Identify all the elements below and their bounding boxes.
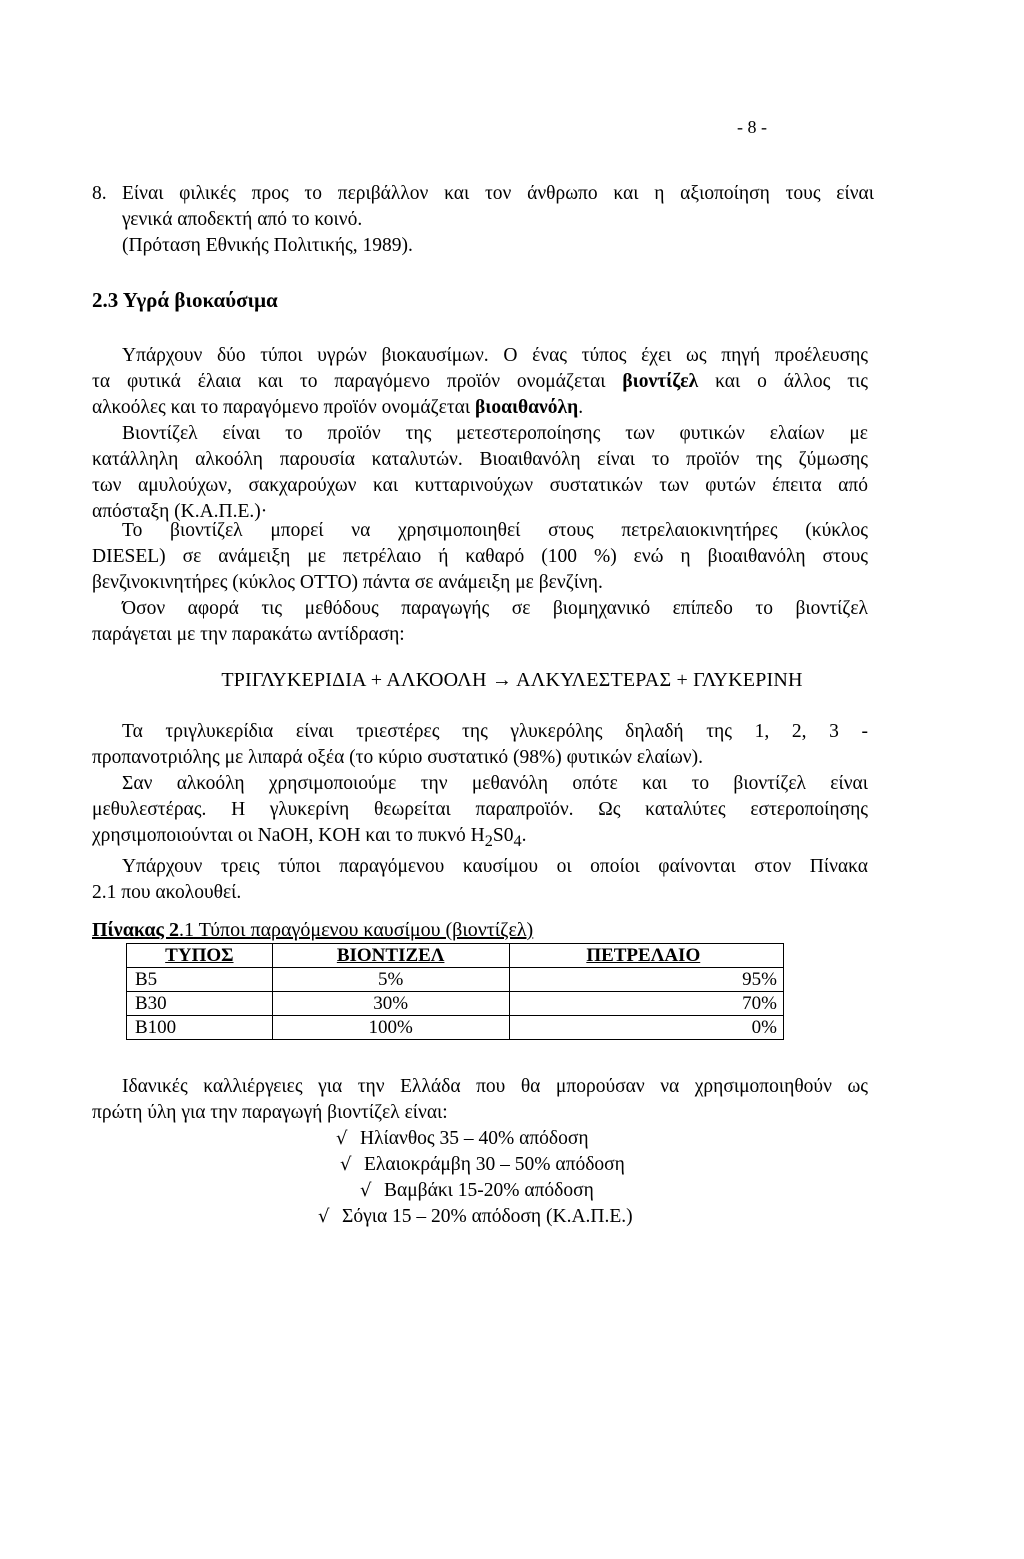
table-caption-label: Πίνακας 2 bbox=[92, 919, 179, 941]
text-line: Όσον αφορά τις μεθόδους παραγωγής σε βιομηχανικό επίπεδο το βιοντίζελ bbox=[122, 598, 868, 619]
table-cell: 0% bbox=[509, 1016, 783, 1040]
text-run: χρησιμοποιούνται οι NaOH, KOH και το πυκνό H bbox=[92, 825, 485, 846]
text-line: Το βιοντίζελ μπορεί να χρησιμοποιηθεί στους πετρελαιοκινητήρες (κύκλος bbox=[122, 520, 868, 541]
bold-term-biodiesel: βιοντίζελ bbox=[622, 371, 699, 392]
table-row bbox=[127, 992, 784, 1016]
text-run: S0 bbox=[492, 825, 514, 846]
text-line bbox=[92, 823, 868, 854]
list-item bbox=[360, 1178, 594, 1204]
page-number: - 8 - bbox=[737, 117, 767, 137]
checkmark-icon: √ bbox=[360, 1180, 372, 1201]
paragraph-crops-intro bbox=[92, 1074, 868, 1126]
list-item-line: Είναι φιλικές προς το περιβάλλον και τον άνθρωπο και η αξιοποίηση τους είναι bbox=[122, 183, 874, 204]
text-line: παράγεται με την παρακάτω αντίδραση: bbox=[92, 624, 405, 645]
text-run: αλκοόλες και το παραγόμενο προϊόν ονομάζεται bbox=[92, 397, 471, 418]
text-line: βενζινοκινητήρες (κύκλος ΟΤΤΟ) πάντα σε ανάμειξη με βενζίνη. bbox=[92, 572, 603, 593]
crop-text: Ηλίανθος 35 – 40% απόδοση bbox=[360, 1128, 589, 1149]
text-line: Βιοντίζελ είναι το προϊόν της μετεστεροποίησης των φυτικών ελαίων με bbox=[122, 423, 868, 444]
column-header-biodiesel: ΒΙΟΝΤΙΖΕΛ bbox=[272, 944, 509, 968]
text-line: Τα τριγλυκερίδια είναι τριεστέρες της γλυκερόλης δηλαδή της 1, 2, 3 - bbox=[122, 721, 868, 742]
paragraph-biofuel-types bbox=[92, 343, 868, 525]
table-caption-number: .1 bbox=[178, 919, 194, 941]
list-item bbox=[318, 1204, 633, 1230]
table-cell: 70% bbox=[509, 992, 783, 1016]
crop-text: Σόγια 15 – 20% απόδοση (Κ.Α.Π.Ε.) bbox=[342, 1206, 633, 1227]
table-row bbox=[127, 968, 784, 992]
text-run: . bbox=[521, 825, 527, 846]
text-line: μεθυλεστέρας. Η γλυκερίνη θεωρείται παραπροϊόν. Ως καταλύτες εστεροποίησης bbox=[92, 799, 868, 820]
text-line: απόσταξη (Κ.Α.Π.Ε.)· bbox=[92, 501, 268, 522]
text-line: πρώτη ύλη για την παραγωγή βιοντίζελ είναι: bbox=[92, 1102, 448, 1123]
text-run: και ο άλλος τις bbox=[715, 371, 869, 392]
text-line: κατάλληλη αλκοόλη παρουσία καταλυτών. Βιοαιθανόλη είναι το προϊόν της ζύμωσης bbox=[92, 449, 868, 470]
table-caption bbox=[92, 917, 533, 943]
checkmark-icon: √ bbox=[336, 1128, 348, 1149]
reaction-equation: ΤΡΙΓΛΥΚΕΡΙΔΙΑ + ΑΛΚΟΟΛΗ → ΑΛΚΥΛΕΣΤΕΡΑΣ + ΓΛΥΚΕΡΙΝΗ bbox=[221, 669, 803, 691]
list-item bbox=[336, 1126, 589, 1152]
text-line: Σαν αλκοόλη χρησιμοποιούμε την μεθανόλη οπότε και το βιοντίζελ είναι bbox=[122, 773, 868, 794]
text-run: . bbox=[578, 397, 584, 418]
bold-term-bioethanol: βιοαιθανόλη bbox=[475, 397, 579, 418]
checkmark-icon: √ bbox=[340, 1154, 352, 1175]
table-header-row bbox=[127, 944, 784, 968]
subscript: 4 bbox=[513, 831, 522, 850]
text-line: 2.1 που ακολουθεί. bbox=[92, 881, 242, 903]
column-header-type: ΤΥΠΟΣ bbox=[127, 944, 273, 968]
list-item-8 bbox=[92, 181, 874, 259]
list-item bbox=[340, 1152, 625, 1178]
subscript: 2 bbox=[484, 831, 493, 850]
text-line bbox=[92, 395, 868, 421]
text-line bbox=[92, 369, 868, 395]
text-line: Υπάρχουν δύο τύποι υγρών βιοκαυσίμων. Ο ένας τύπος έχει ως πηγή προέλευσης bbox=[122, 345, 868, 366]
text-line: DIESEL) σε ανάμειξη με πετρέλαιο ή καθαρό (100 %) ενώ η βιοαιθανόλη στους bbox=[92, 546, 868, 567]
paragraph-triglycerides bbox=[92, 719, 868, 906]
text-line: των αμυλούχων, σακχαρούχων και κυτταρινούχων συστατικών των φυτών έπειτα από bbox=[92, 475, 868, 496]
text-line: προπανοτριόλης με λιπαρά οξέα (το κύριο συστατικό (98%) φυτικών ελαίων). bbox=[92, 747, 703, 768]
table-cell: 95% bbox=[509, 968, 783, 992]
fuel-types-table bbox=[126, 943, 784, 1040]
table-cell: B100 bbox=[127, 1016, 273, 1040]
table-row bbox=[127, 1016, 784, 1040]
crop-text: Βαμβάκι 15-20% απόδοση bbox=[384, 1180, 594, 1201]
table-cell: 5% bbox=[272, 968, 509, 992]
table-cell: B5 bbox=[127, 968, 273, 992]
section-heading: 2.3 Υγρά βιοκαύσιμα bbox=[92, 288, 278, 312]
table-cell: B30 bbox=[127, 992, 273, 1016]
paragraph-usage bbox=[92, 518, 868, 648]
table-cell: 30% bbox=[272, 992, 509, 1016]
text-run: τα φυτικά έλαια και το παραγόμενο προϊόν ονομάζεται bbox=[92, 371, 606, 392]
checkmark-icon: √ bbox=[318, 1206, 330, 1227]
column-header-diesel: ΠΕΤΡΕΛΑΙΟ bbox=[509, 944, 783, 968]
crop-text: Ελαιοκράμβη 30 – 50% απόδοση bbox=[364, 1154, 625, 1175]
list-item-line: (Πρόταση Εθνικής Πολιτικής, 1989). bbox=[122, 235, 413, 256]
list-item-number: 8. bbox=[92, 183, 107, 204]
table-caption-text: Τύποι παραγόμενου καυσίμου (βιοντίζελ) bbox=[193, 919, 534, 941]
table-cell: 100% bbox=[272, 1016, 509, 1040]
text-line: Υπάρχουν τρεις τύποι παραγόμενου καυσίμου οι οποίοι φαίνονται στον Πίνακα bbox=[122, 855, 868, 877]
list-item-line: γενικά αποδεκτή από το κοινό. bbox=[122, 209, 363, 230]
text-line: Ιδανικές καλλιέργειες για την Ελλάδα που θα μπορούσαν να χρησιμοποιηθούν ως bbox=[122, 1076, 868, 1097]
